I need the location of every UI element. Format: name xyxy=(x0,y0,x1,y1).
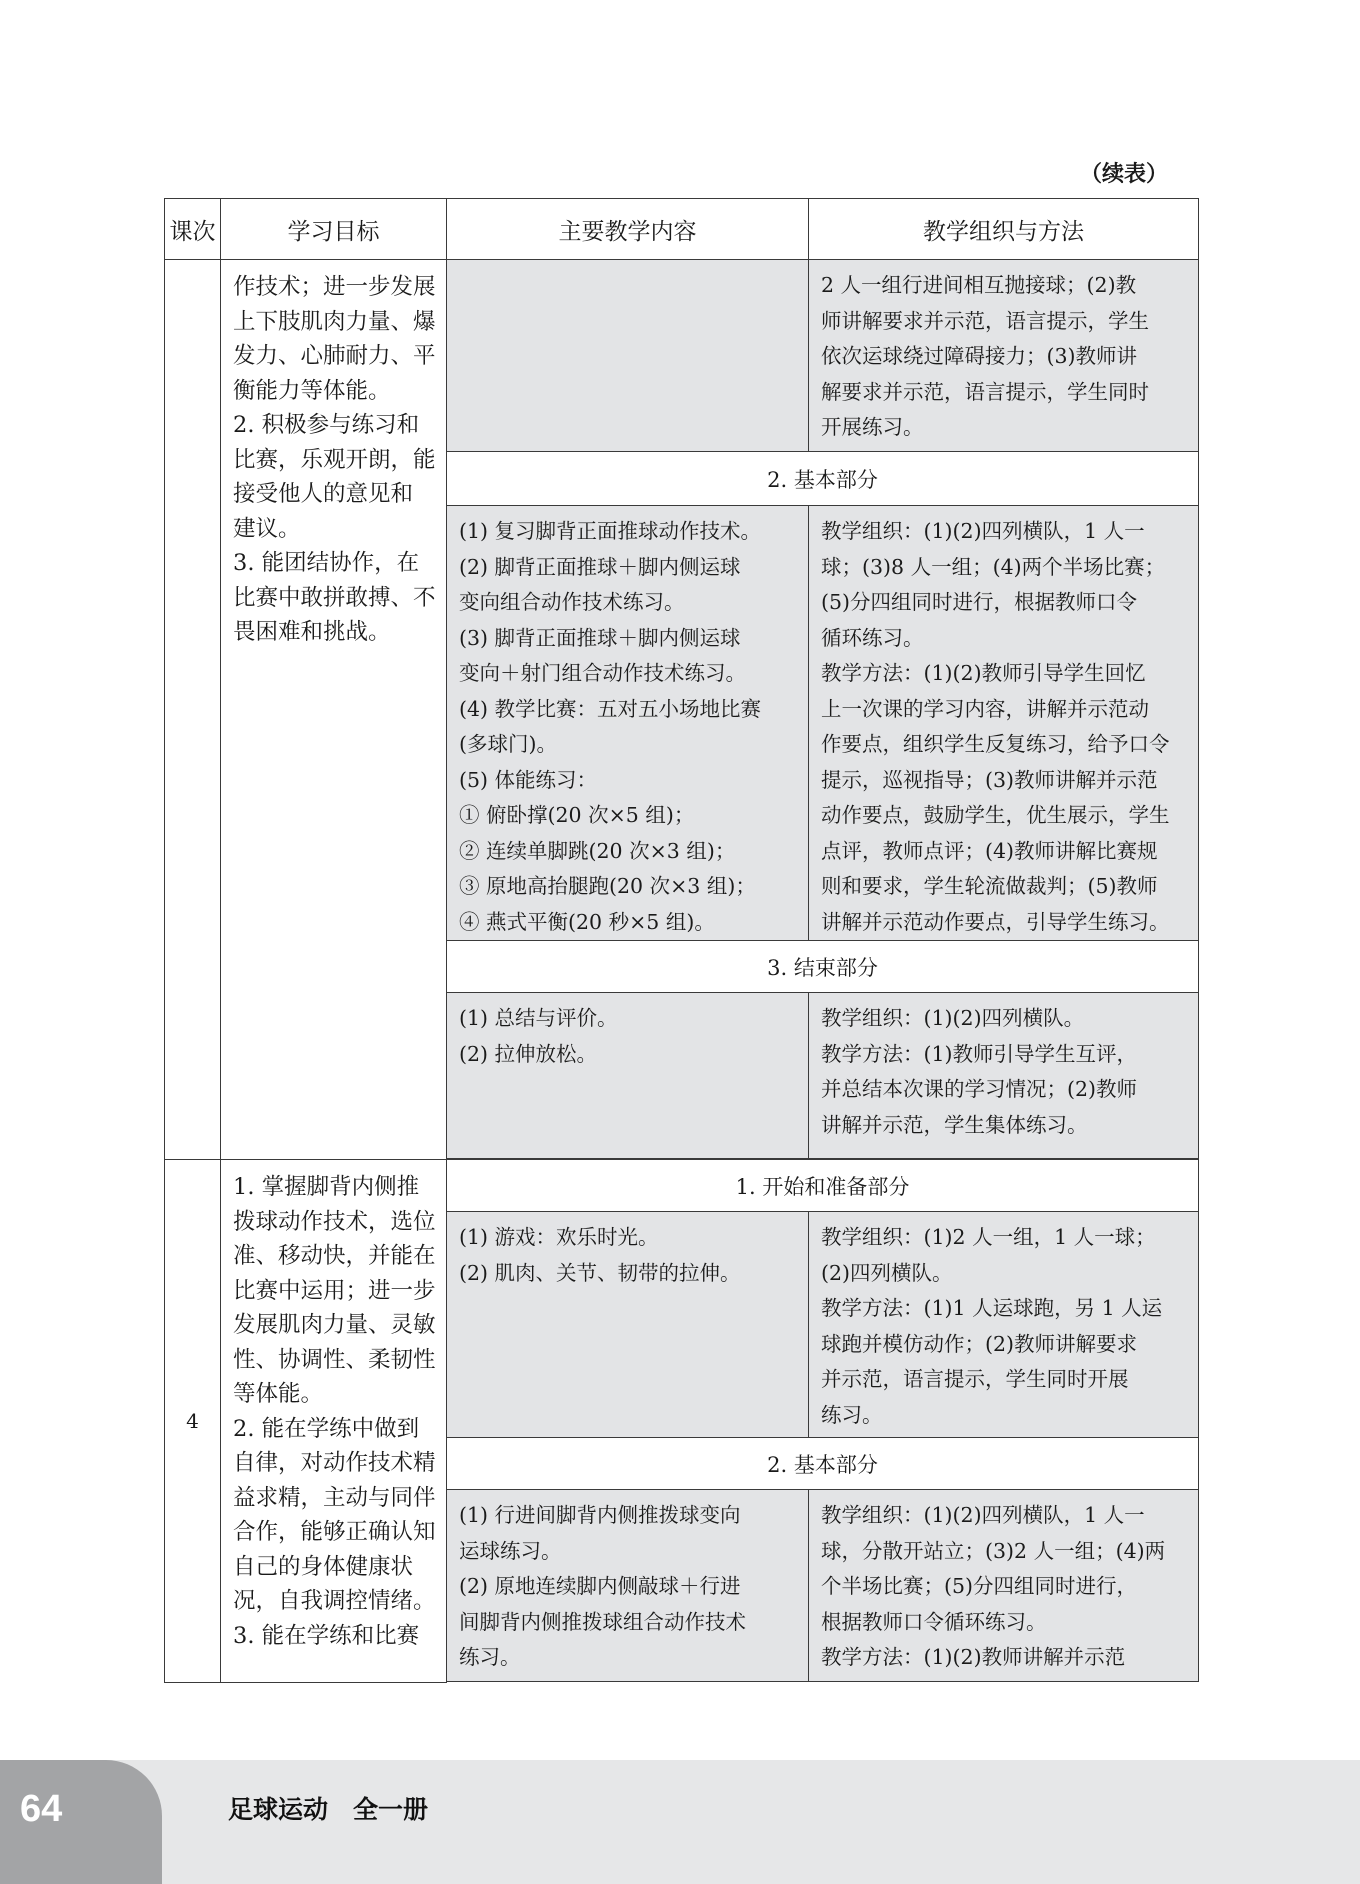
text-line: 作要点，组织学生反复练习，给予口令 xyxy=(821,732,1170,756)
text-line: ③ 原地高抬腿跑(20 次×3 组)； xyxy=(459,874,756,898)
lesson4-intro-methods xyxy=(809,1212,1199,1438)
text-line: 自己的身体健康状 xyxy=(233,1553,414,1580)
text-line: 建议。 xyxy=(233,515,301,542)
text-line: 上下肢肌肉力量、爆 xyxy=(233,308,436,335)
header-lesson: 课次 xyxy=(165,199,221,260)
text-line: 比赛中运用；进一步 xyxy=(233,1277,436,1304)
text-line: (2)四列横队。 xyxy=(821,1260,953,1285)
text-line: 比赛中敢拼敢搏、不 xyxy=(233,584,436,611)
text-line: 球；(3)8 人一组；(4)两个半场比赛； xyxy=(821,554,1166,579)
text-line: 教学方法：(1)(2)教师引导学生回忆 xyxy=(821,661,1146,685)
text-line: 2. 积极参与练习和 xyxy=(233,412,420,438)
page-footer xyxy=(0,1760,1360,1884)
page-number-tab xyxy=(0,1760,162,1884)
text-line: 畏困难和挑战。 xyxy=(233,619,391,645)
text-line: 教学组织：(1)2 人一组，1 人一球； xyxy=(821,1225,1156,1249)
text-line: 间脚背内侧推拨球组合动作技术 xyxy=(459,1609,746,1634)
text-line: 并总结本次课的学习情况；(2)教师 xyxy=(821,1077,1138,1101)
lesson3-basic-content xyxy=(447,506,809,941)
text-line: 教学方法：(1)(2)教师讲解并示范 xyxy=(821,1645,1126,1669)
text-line: ④ 燕式平衡(20 秒×5 组)。 xyxy=(459,909,715,934)
text-line: 变向组合动作技术练习。 xyxy=(459,590,685,614)
text-line: 2 人一组行进间相互抛接球；(2)教 xyxy=(821,273,1137,297)
lesson3-intro-methods xyxy=(809,260,1199,452)
text-line: (5)分四组同时进行，根据教师口令 xyxy=(821,590,1138,614)
header-methods: 教学组织与方法 xyxy=(809,199,1199,260)
header-goals: 学习目标 xyxy=(221,199,447,260)
text-line: 变向＋射门组合动作技术练习。 xyxy=(459,661,746,685)
text-line: 练习。 xyxy=(821,1402,883,1427)
text-line: (5) 体能练习： xyxy=(459,767,598,792)
page-number: 64 xyxy=(20,1788,63,1830)
lesson3-end-content xyxy=(447,993,809,1159)
text-line: 运球练习。 xyxy=(459,1538,562,1563)
text-line: 教学组织：(1)(2)四列横队，1 人一 xyxy=(821,519,1145,543)
text-line: 个半场比赛；(5)分四组同时进行， xyxy=(821,1574,1138,1598)
text-line: (2) 原地连续脚内侧敲球＋行进 xyxy=(459,1574,741,1598)
lesson4-intro-section-title: 1. 开始和准备部分 xyxy=(447,1160,1199,1212)
lesson4-intro-content xyxy=(447,1212,809,1438)
text-line: 准、移动快，并能在 xyxy=(233,1243,436,1269)
text-line: 等体能。 xyxy=(233,1381,324,1407)
text-line: 2. 能在学练中做到 xyxy=(233,1415,420,1442)
text-line: ② 连续单脚跳(20 次×3 组)； xyxy=(459,838,736,863)
lesson-plan-table xyxy=(164,198,1199,1683)
text-line: 讲解并示范动作要点，引导学生练习。 xyxy=(821,909,1170,934)
text-line: 教学方法：(1)1 人运球跑，另 1 人运 xyxy=(821,1296,1163,1320)
text-line: 教学组织：(1)(2)四列横队。 xyxy=(821,1006,1085,1030)
text-line: 则和要求，学生轮流做裁判；(5)教师 xyxy=(821,874,1158,898)
lesson4-number: 4 xyxy=(165,1160,221,1683)
header-row xyxy=(165,199,1199,260)
text-line: (2) 拉伸放松。 xyxy=(459,1041,598,1066)
lesson3-number-cell xyxy=(165,260,221,1160)
text-line: 球跑并模仿动作；(2)教师讲解要求 xyxy=(821,1331,1138,1356)
text-line: 况，自我调控情绪。 xyxy=(233,1588,436,1614)
text-line: 比赛，乐观开朗，能 xyxy=(233,446,436,473)
text-line: ① 俯卧撑(20 次×5 组)； xyxy=(459,803,695,827)
text-line: 点评，教师点评；(4)教师讲解比赛规 xyxy=(821,838,1158,863)
text-line: 拨球动作技术，选位 xyxy=(233,1208,436,1235)
text-line: 自律，对动作技术精 xyxy=(233,1450,436,1476)
text-line: 作技术；进一步发展 xyxy=(233,274,436,300)
lesson4-basic-section-title: 2. 基本部分 xyxy=(447,1438,1199,1490)
text-line: (2) 脚背正面推球＋脚内侧运球 xyxy=(459,554,741,579)
text-line: 3. 能团结协作，在 xyxy=(233,550,420,576)
text-line: 依次运球绕过障碍接力；(3)教师讲 xyxy=(821,344,1138,368)
text-line: 开展练习。 xyxy=(821,415,924,439)
lesson4-goals xyxy=(221,1160,447,1683)
lesson3-intro-row xyxy=(165,260,1199,452)
text-line: (2) 肌肉、关节、韧带的拉伸。 xyxy=(459,1260,741,1285)
text-line: 发力、心肺耐力、平 xyxy=(233,343,436,369)
text-line: 合作，能够正确认知 xyxy=(233,1519,436,1545)
lesson3-end-section-title: 3. 结束部分 xyxy=(447,941,1199,993)
text-line: 1. 掌握脚背内侧推 xyxy=(233,1174,420,1200)
text-line: 解要求并示范，语言提示，学生同时 xyxy=(821,379,1149,404)
lesson4-basic-methods xyxy=(809,1490,1199,1682)
text-line: 教学组织：(1)(2)四列横队，1 人一 xyxy=(821,1503,1145,1527)
text-line: 讲解并示范，学生集体练习。 xyxy=(821,1112,1088,1137)
text-line: 师讲解要求并示范，语言提示，学生 xyxy=(821,308,1149,333)
text-line: 提示，巡视指导；(3)教师讲解并示范 xyxy=(821,767,1158,792)
text-line: 3. 能在学练和比赛 xyxy=(233,1622,420,1649)
text-line: 根据教师口令循环练习。 xyxy=(821,1609,1047,1634)
book-title: 足球运动 全一册 xyxy=(228,1795,429,1824)
lesson4-intro-title-row xyxy=(165,1160,1199,1212)
lesson3-end-methods xyxy=(809,993,1199,1159)
text-line: 循环练习。 xyxy=(821,625,924,650)
text-line: 球，分散开站立；(3)2 人一组；(4)两 xyxy=(821,1538,1166,1563)
text-line: 性、协调性、柔韧性 xyxy=(233,1346,436,1373)
text-line: (3) 脚背正面推球＋脚内侧运球 xyxy=(459,625,741,650)
lesson3-goals xyxy=(221,260,447,1160)
text-line: 接受他人的意见和 xyxy=(233,481,414,507)
text-line: 并示范，语言提示，学生同时开展 xyxy=(821,1367,1129,1391)
header-content: 主要教学内容 xyxy=(447,199,809,260)
text-line: 上一次课的学习内容，讲解并示范动 xyxy=(821,696,1149,721)
text-line: (多球门)。 xyxy=(459,732,557,756)
lesson4-basic-content xyxy=(447,1490,809,1682)
text-line: 教学方法：(1)教师引导学生互评， xyxy=(821,1041,1138,1066)
text-line: (1) 复习脚背正面推球动作技术。 xyxy=(459,519,762,543)
text-line: 益求精，主动与同伴 xyxy=(233,1484,436,1511)
text-line: 动作要点，鼓励学生，优生展示，学生 xyxy=(821,803,1170,827)
text-line: (4) 教学比赛：五对五小场地比赛 xyxy=(459,696,762,721)
text-line: 练习。 xyxy=(459,1645,521,1669)
lesson3-intro-content xyxy=(447,260,809,452)
text-line: (1) 游戏：欢乐时光。 xyxy=(459,1225,659,1249)
lesson3-basic-methods xyxy=(809,506,1199,941)
text-line: (1) 行进间脚背内侧推拨球变向 xyxy=(459,1503,741,1527)
text-line: 发展肌肉力量、灵敏 xyxy=(233,1312,436,1338)
continued-label: （续表） xyxy=(1080,162,1169,187)
text-line: 衡能力等体能。 xyxy=(233,377,391,404)
text-line: (1) 总结与评价。 xyxy=(459,1006,618,1030)
lesson3-basic-section-title: 2. 基本部分 xyxy=(447,452,1199,506)
